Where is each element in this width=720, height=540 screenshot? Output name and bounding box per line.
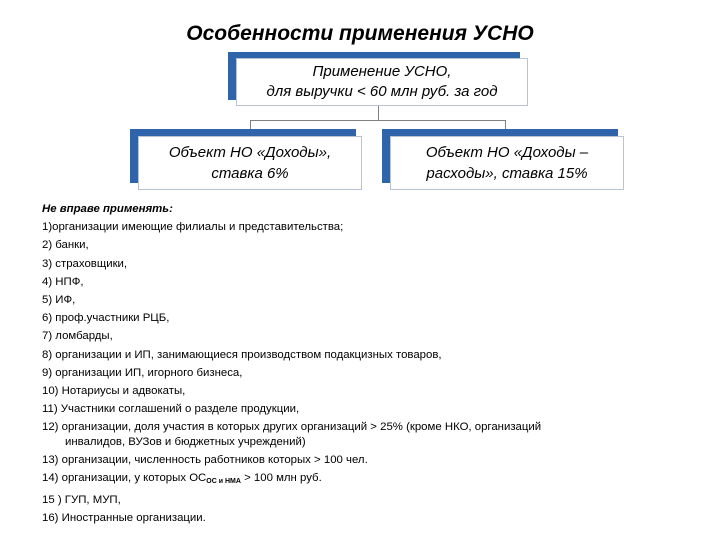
list-item-text: 14) организации, у которых ОС xyxy=(42,472,207,485)
list-item: 10) Нотариусы и адвокаты, xyxy=(42,385,186,398)
list-item: 16) Иностранные организации. xyxy=(42,512,206,525)
list-item-text-end: > 100 млн руб. xyxy=(244,472,322,485)
restrictions-list xyxy=(42,200,692,528)
list-item: 9) организации ИП, игорного бизнеса, xyxy=(42,366,243,379)
top-box-tab-side xyxy=(228,52,236,100)
list-item-continuation: инвалидов, ВУЗов и бюджетных учреждений) xyxy=(65,435,306,448)
right-box-line1: Объект НО «Доходы – xyxy=(425,144,589,161)
list-item xyxy=(42,469,692,491)
list-item: 15 ) ГУП, МУП, xyxy=(42,494,121,507)
list-heading: Не вправе применять: xyxy=(42,203,173,215)
right-box-line2: расходы», ставка 15% xyxy=(426,165,588,182)
left-box-tab-side xyxy=(130,129,138,183)
list-item: 12) организации, доля участия в которых других организаций > 25% (кроме НКО, организаций xyxy=(42,421,542,434)
right-box xyxy=(390,136,624,190)
list-item: 11) Участники соглашений о разделе продукции, xyxy=(42,403,300,416)
left-box xyxy=(138,136,362,190)
list-item: 2) банки, xyxy=(42,239,89,252)
right-box-tab-side xyxy=(382,129,390,183)
list-item: 13) организации, численность работников которых > 100 чел. xyxy=(42,453,368,466)
list-item-subscript: ОС и НМА xyxy=(206,478,241,486)
page-title: Особенности применения УСНО xyxy=(186,22,534,45)
list-item: 6) проф.участники РЦБ, xyxy=(42,312,170,325)
connector-vertical-top xyxy=(378,106,379,120)
top-box-line1: Применение УСНО, xyxy=(312,63,452,80)
list-item: 4) НПФ, xyxy=(42,275,84,288)
list-item: 1)организации имеющие филиалы и представительства; xyxy=(42,221,344,234)
list-item: 8) организации и ИП, занимающиеся производством подакцизных товаров, xyxy=(42,348,442,361)
top-box xyxy=(236,58,528,106)
left-box-line1: Объект НО «Доходы», xyxy=(168,144,332,161)
list-item: 5) ИФ, xyxy=(42,294,76,307)
list-item: 3) страховщики, xyxy=(42,257,128,270)
list-item: 7) ломбарды, xyxy=(42,330,113,343)
connector-horizontal xyxy=(250,120,506,121)
left-box-line2: ставка 6% xyxy=(211,165,289,182)
top-box-line2: для выручки < 60 млн руб. за год xyxy=(266,83,498,100)
